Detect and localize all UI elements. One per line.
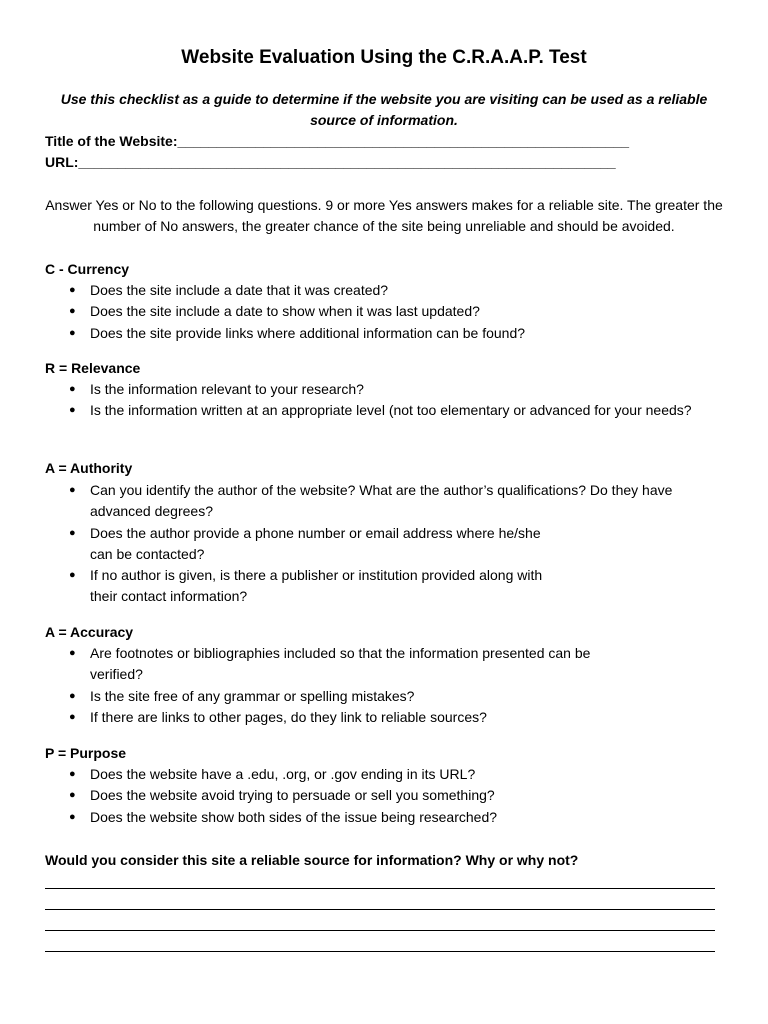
list-item <box>66 280 726 301</box>
question-text: Does the website have a .edu, .org, or .gov ending in its URL? <box>90 766 476 782</box>
bullet-icon: ● <box>69 526 76 539</box>
question-text: Does the site provide links where additional information can be found? <box>90 324 526 341</box>
list-item <box>66 565 550 608</box>
bullet-icon: ● <box>69 404 76 417</box>
bullet-icon: ● <box>69 710 76 723</box>
bullet-icon: ● <box>69 689 76 702</box>
list-item <box>66 807 726 828</box>
question-text: If no author is given, is there a publisher or institution provided along with their contact information? <box>90 567 543 605</box>
bullet-icon: ● <box>69 383 76 395</box>
list-item <box>66 480 726 523</box>
bullet-icon: ● <box>69 789 76 802</box>
question-text: Can you identify the author of the website? What are the author’s qualifications? Do they have advanced degrees? <box>90 482 673 520</box>
question-text: Does the site include a date that it was created? <box>90 282 389 298</box>
question-text: Does the website avoid trying to persuade or sell you something? <box>90 787 495 804</box>
currency-question-list <box>66 280 726 344</box>
list-item <box>66 301 726 322</box>
website-title-field: Title of the Website:__________________________________________________________ <box>45 133 630 149</box>
list-item <box>66 707 726 728</box>
answer-line[interactable] <box>45 909 715 910</box>
final-question: Would you consider this site a reliable source for information? Why or why not? <box>45 852 579 868</box>
list-item <box>66 323 726 344</box>
bullet-icon: ● <box>69 569 76 582</box>
list-item <box>66 400 726 421</box>
bullet-icon: ● <box>69 810 76 823</box>
question-text: Is the information relevant to your research? <box>90 381 364 397</box>
question-text: Does the site include a date to show when it was last updated? <box>90 303 480 320</box>
subtitle-instructions: Use this checklist as a guide to determine if the website you are visiting can be used as a reliable source of information. <box>60 91 708 128</box>
question-text: Does the author provide a phone number or email address where he/she can be contacted? <box>90 524 541 562</box>
accuracy-question-list <box>66 643 726 728</box>
bullet-icon: ● <box>69 305 76 318</box>
question-text: If there are links to other pages, do they link to reliable sources? <box>90 708 487 725</box>
bullet-icon: ● <box>69 326 76 339</box>
section-heading-relevance: R = Relevance <box>45 360 141 376</box>
question-text: Is the information written at an appropriate level (not too elementary or advanced for your needs? <box>90 402 692 419</box>
authority-question-list <box>66 480 726 608</box>
bullet-icon: ● <box>69 284 76 296</box>
section-heading-authority: A = Authority <box>45 460 133 476</box>
answer-line[interactable] <box>45 951 715 952</box>
intro-paragraph: Answer Yes or No to the following questions. 9 or more Yes answers makes for a reliable site. The greater the number of No answers, the greater chance of the site being unreliable and should be avoided. <box>45 197 723 234</box>
section-heading-currency: C - Currency <box>45 261 130 277</box>
bullet-icon: ● <box>69 484 76 496</box>
answer-line[interactable] <box>45 888 715 889</box>
relevance-question-list <box>66 379 726 422</box>
page-title: Website Evaluation Using the C.R.A.A.P. Test <box>181 47 587 68</box>
question-text: Is the site free of any grammar or spelling mistakes? <box>90 687 415 704</box>
bullet-icon: ● <box>69 768 76 780</box>
url-field: URL:_____________________________________________________________________ <box>45 154 616 170</box>
list-item <box>66 523 550 566</box>
bullet-icon: ● <box>69 647 76 659</box>
list-item <box>66 764 726 785</box>
list-item <box>66 785 726 806</box>
list-item <box>66 686 726 707</box>
section-heading-accuracy: A = Accuracy <box>45 624 134 640</box>
purpose-question-list <box>66 764 726 828</box>
question-text: Are footnotes or bibliographies included so that the information presented can be verified? <box>90 645 591 683</box>
answer-line[interactable] <box>45 930 715 931</box>
list-item <box>66 643 600 686</box>
question-text: Does the website show both sides of the issue being researched? <box>90 808 498 825</box>
section-heading-purpose: P = Purpose <box>45 745 127 761</box>
list-item <box>66 379 726 400</box>
